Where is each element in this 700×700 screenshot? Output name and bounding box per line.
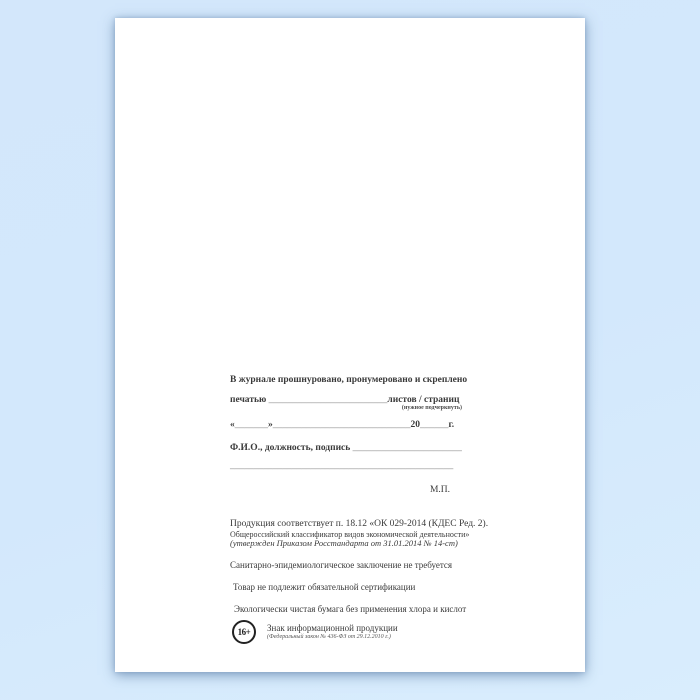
date-century: 20 [410, 420, 420, 430]
signature-line [230, 443, 462, 454]
date-month-blank: _____________________________ [272, 420, 411, 430]
seal-note: (нужное подчеркнуть) [401, 405, 462, 411]
signature-prefix: Ф.И.О., должность, подпись [230, 443, 353, 453]
extra-blank-line: _______________________________________________ [230, 461, 454, 471]
seal-line-suffix: листов / страниц [387, 395, 460, 405]
sanitary-statement: Санитарно-эпидемиологическое заключение не требуется [230, 560, 453, 570]
age-mark-text [267, 620, 398, 641]
document-page [115, 18, 585, 672]
date-quote-close: » [268, 420, 273, 430]
date-year-blank: ______ [420, 420, 449, 430]
age-mark-block [232, 620, 492, 644]
date-day-blank: _______ [234, 420, 268, 430]
age-mark-title: Знак информационной продукции [267, 623, 398, 633]
stitching-heading: В журнале прошнуровано, пронумеровано и скреплено [230, 375, 468, 385]
date-quote-open: « [230, 420, 235, 430]
okved-decree-note: (утвержден Приказом Росстандарта от 31.01.2014 № 14-ст) [230, 538, 458, 548]
date-suffix: г. [448, 420, 455, 430]
stamp-abbreviation: М.П. [429, 485, 450, 495]
okved-compliance-line: Продукция соответствует п. 18.12 «ОК 029-2014 (КДЕС Ред. 2). [230, 519, 489, 529]
seal-blank-line: _________________________ [268, 395, 388, 405]
signature-blank: _______________________ [352, 443, 462, 453]
age-mark-law-note: (Федеральный закон № 436-ФЗ от 29.12.2010 г.) [267, 634, 391, 640]
okved-classifier-line: Общероссийский классификатор видов экономической деятельности» [230, 530, 470, 539]
age-rating-icon: 16+ [232, 620, 256, 644]
date-line [230, 420, 462, 431]
seal-line-prefix: печатью [230, 395, 269, 405]
eco-paper-statement: Экологически чистая бумага без применения хлора и кислот [234, 604, 467, 614]
certification-statement: Товар не подлежит обязательной сертификации [233, 582, 416, 592]
